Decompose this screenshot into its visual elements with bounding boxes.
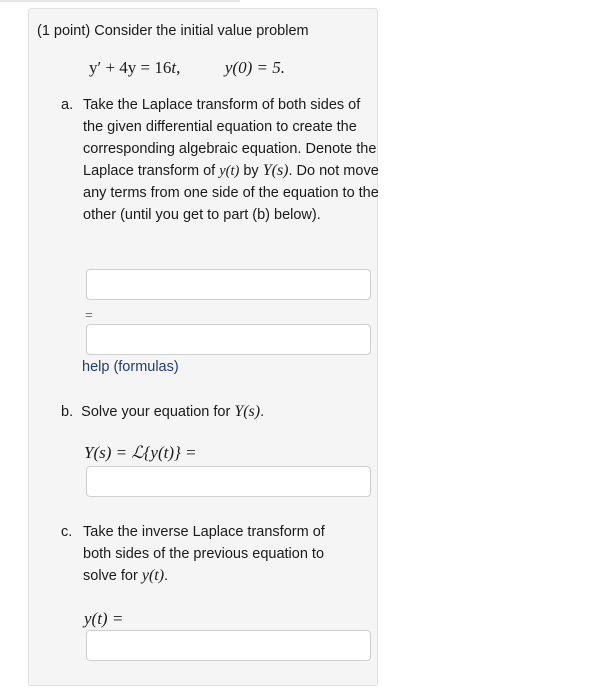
laplace-Y-input[interactable] xyxy=(86,466,371,497)
part-b-formula: Y(s) = ℒ{y(t)} = xyxy=(84,443,197,462)
ode: y′ + 4y = 16t, xyxy=(89,58,181,77)
help-formulas-link[interactable]: help (formulas) xyxy=(82,359,179,375)
problem-intro: (1 point) Consider the initial value problem xyxy=(37,23,309,39)
initial-condition: y(0) = 5. xyxy=(224,58,285,77)
top-divider xyxy=(0,0,240,2)
equals-sign: = xyxy=(85,307,93,322)
problem-card xyxy=(28,8,378,686)
part-c-text: Take the inverse Laplace transform of both sides of the previous equation to solve for y(t). xyxy=(83,524,325,584)
part-b-text: b. Solve your equation for Y(s). xyxy=(61,403,265,420)
part-a-letter: a. xyxy=(61,97,74,113)
laplace-lhs-input[interactable] xyxy=(86,269,371,300)
problem-equation xyxy=(89,58,285,78)
part-c-formula: y(t) = xyxy=(84,609,124,628)
part-c-letter: c. xyxy=(61,524,73,540)
laplace-rhs-input[interactable] xyxy=(86,324,371,355)
part-a-text: Take the Laplace transform of both sides of the given differential equation to create the corresponding algebraic equation. Denote the Laplace transform of y(t) by Y(s). Do not move any terms from one side of the equation to the other (until you get to part (b) below). xyxy=(83,97,379,223)
solution-y-input[interactable] xyxy=(86,630,371,661)
